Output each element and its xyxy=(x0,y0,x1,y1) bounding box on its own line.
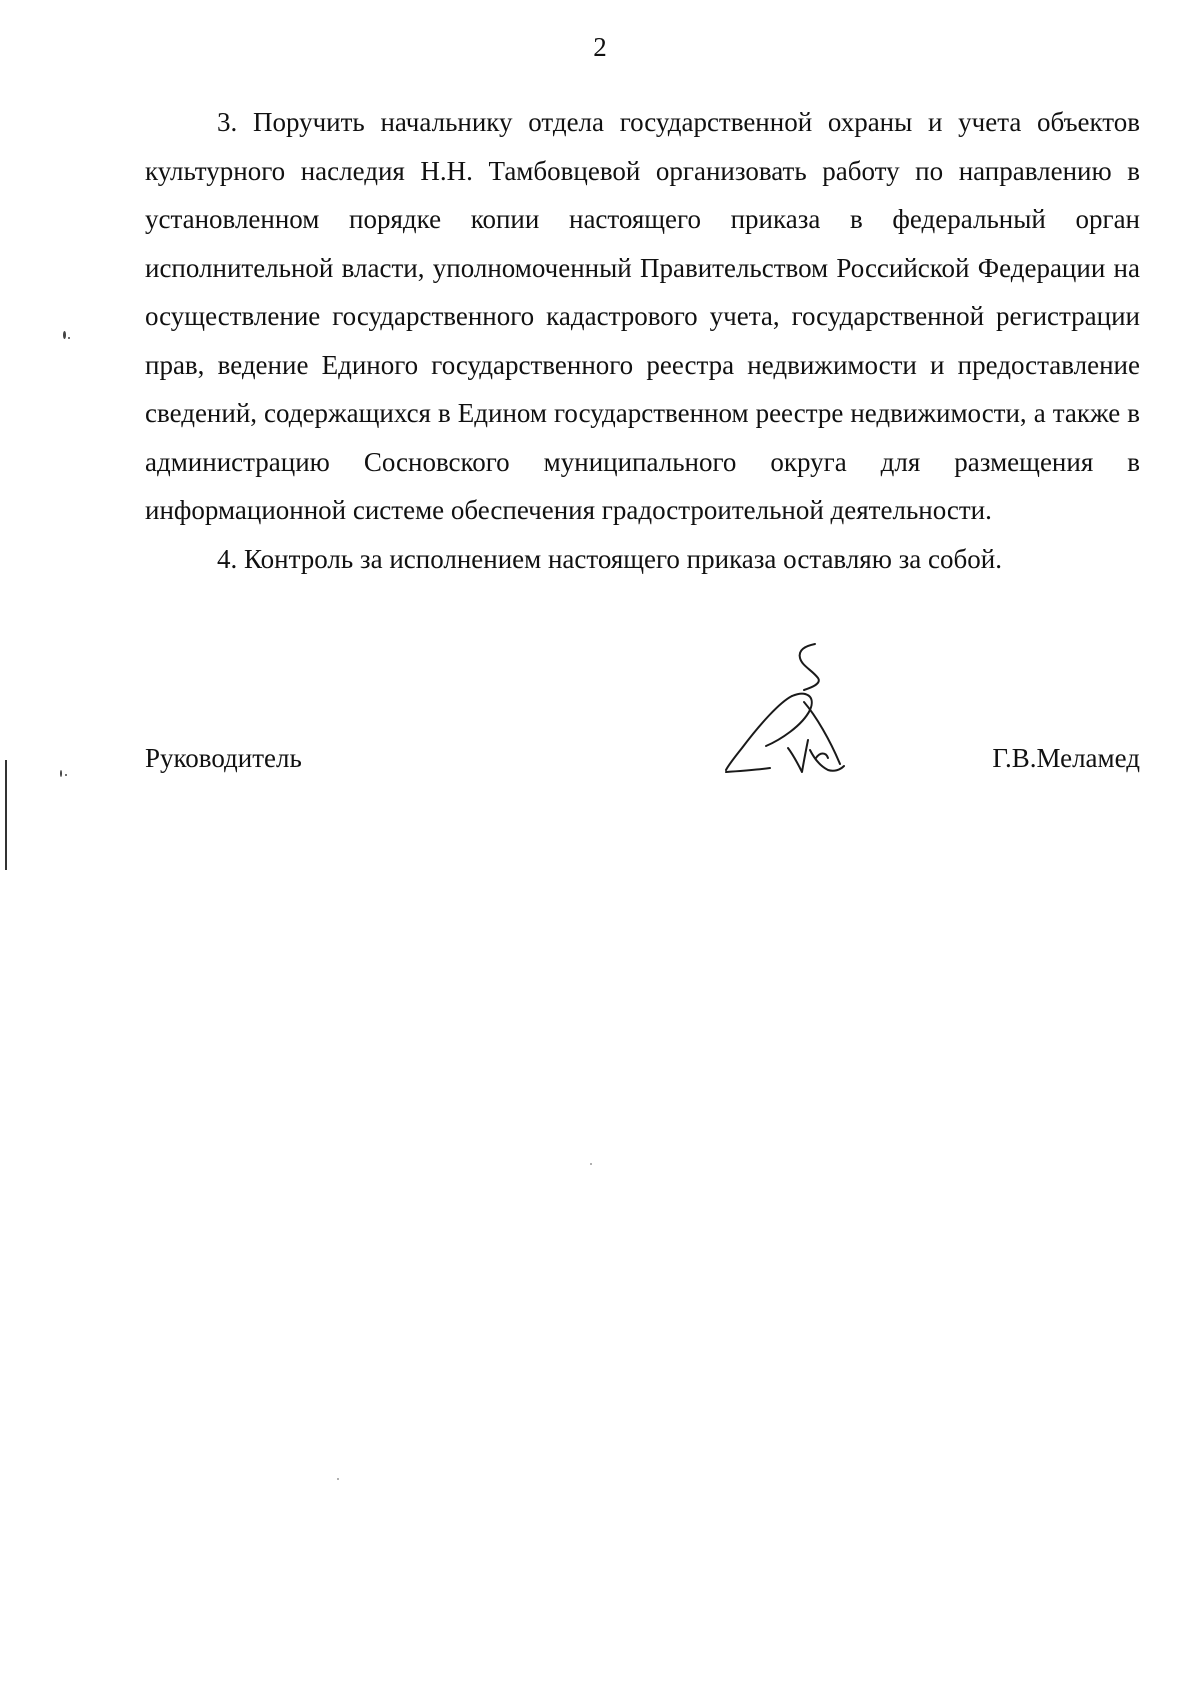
paragraph-item-3: 3. Поручить начальнику отдела государственной охраны и учета объектов культурного наследия Н.Н. Тамбовцевой организовать работу по направлению в установленном порядке копии настоящего приказа в федеральный орган исполнительной власти, уполномоченный Правительством Российской Федерации на осуществление государственного кадастрового учета, государственной регистрации прав, ведение Единого государственного реестра недвижимости и предоставление сведений, содержащихся в Едином государственном реестре недвижимости, а также в администрацию Сосновского муниципального округа для размещения в информационной системе обеспечения градостроительной деятельности. xyxy=(145,107,1140,525)
scan-artifact xyxy=(68,337,70,339)
handwritten-signature xyxy=(720,640,860,790)
signatory-position: Руководитель xyxy=(145,743,302,773)
signatory-name: Г.В.Меламед xyxy=(992,743,1140,773)
scan-artifact xyxy=(337,1478,339,1480)
paragraph-item-4: 4. Контроль за исполнением настоящего приказа оставляю за собой. xyxy=(217,543,1002,574)
document-body xyxy=(145,98,1140,583)
page-number: 2 xyxy=(593,32,607,62)
scan-artifact xyxy=(590,1163,592,1165)
scan-edge-line xyxy=(5,760,7,870)
scan-artifact xyxy=(65,774,67,776)
scan-artifact xyxy=(60,770,62,777)
scan-artifact xyxy=(63,331,66,339)
